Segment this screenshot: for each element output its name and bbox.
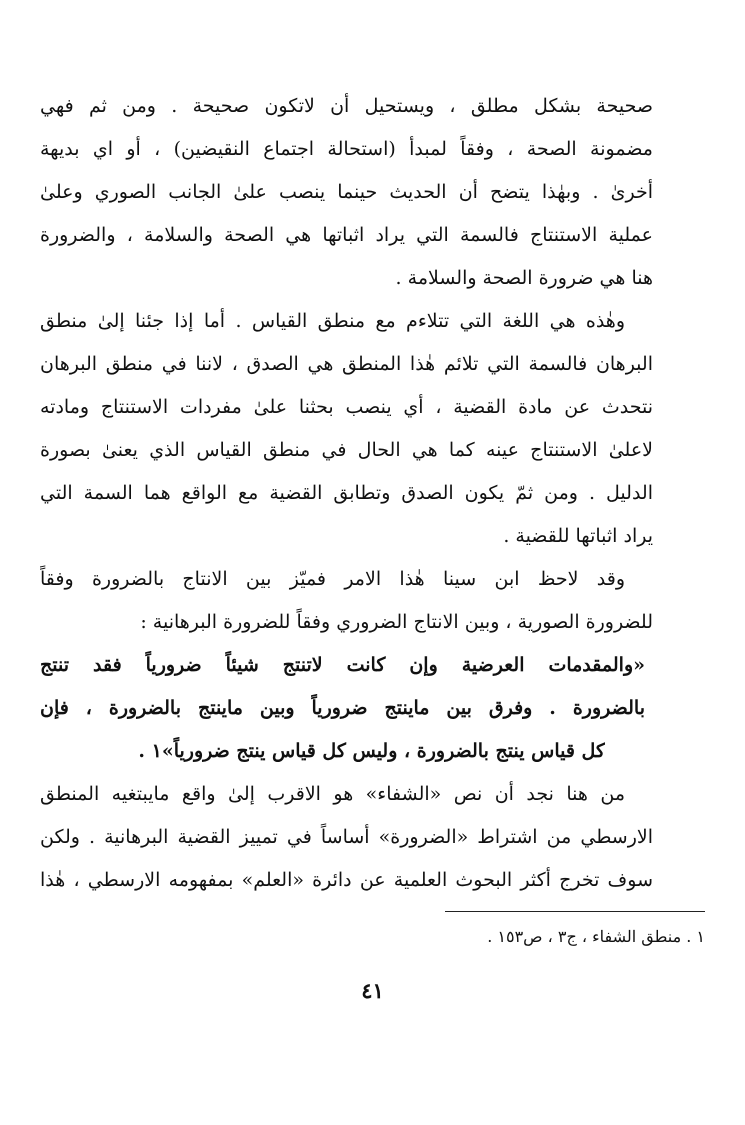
body-line-7: البرهان فالسمة التي تلائم هٰذا المنطق هي الصدق ، لاننا في منطق البرهان [40,353,653,375]
quote-line-3: كل قياس ينتج بالضرورة ، وليس كل قياس ينتج ضرورياً»١ . [138,740,605,762]
body-line-11: يراد اثباتها للقضية . [503,525,653,547]
footnote: ١ . منطق الشفاء ، ج٣ ، ص١٥٣ . [487,927,705,946]
body-line-18: الارسطي من اشتراط «الضرورة» أساساً في تمييز القضية البرهانية . ولكن [40,826,653,848]
body-line-2: مضمونة الصحة ، وفقاً لمبدأ (استحالة اجتماع النقيضين) ، أو اي بديهة [40,138,653,160]
body-line-3: أخرىٰ . وبهٰذا يتضح أن الحديث حينما ينصب علىٰ الجانب الصوري وعلىٰ [40,181,653,203]
body-line-4: عملية الاستنتاج فالسمة التي يراد اثباتها هي الصحة والسلامة ، والضرورة [40,224,653,246]
body-line-8: نتحدث عن مادة القضية ، أي ينصب بحثنا علىٰ مفردات الاستنتاج ومادته [40,396,653,418]
body-line-9: لاعلىٰ الاستنتاج عينه كما هي الحال في منطق القياس الذي يعنىٰ بصورة [40,439,653,461]
quote-line-1: «والمقدمات العرضية وإن كانت لاتنتج شيئاً ضرورياً فقد تنتج [40,654,645,676]
body-line-12: وقد لاحظ ابن سينا هٰذا الامر فميّز بين الانتاج بالضرورة وفقاً [40,568,625,590]
body-line-5: هنا هي ضرورة الصحة والسلامة . [395,267,653,289]
footnote-divider [445,911,705,912]
page-number: ٤١ [361,978,384,1003]
body-line-10: الدليل . ومن ثمّ يكون الصدق وتطابق القضية مع الواقع هما السمة التي [40,482,653,504]
body-line-19: سوف تخرج أكثر البحوث العلمية عن دائرة «العلم» بمفهومه الارسطي ، هٰذا [40,869,653,891]
body-line-1: صحيحة بشكل مطلق ، ويستحيل أن لاتكون صحيحة . ومن ثم فهي [40,95,653,117]
body-line-6: وهٰذه هي اللغة التي تتلاءم مع منطق القياس . أما إذا جئنا إلىٰ منطق [40,310,625,332]
body-line-13: للضرورة الصورية ، وبين الانتاج الضروري وفقاً للضرورة البرهانية : [140,611,653,633]
body-line-17: من هنا نجد أن نص «الشفاء» هو الاقرب إلىٰ واقع مايبتغيه المنطق [40,783,625,805]
quote-line-2: بالضرورة . وفرق بين ماينتج ضرورياً وبين ماينتج بالضرورة ، فإن [40,697,645,719]
